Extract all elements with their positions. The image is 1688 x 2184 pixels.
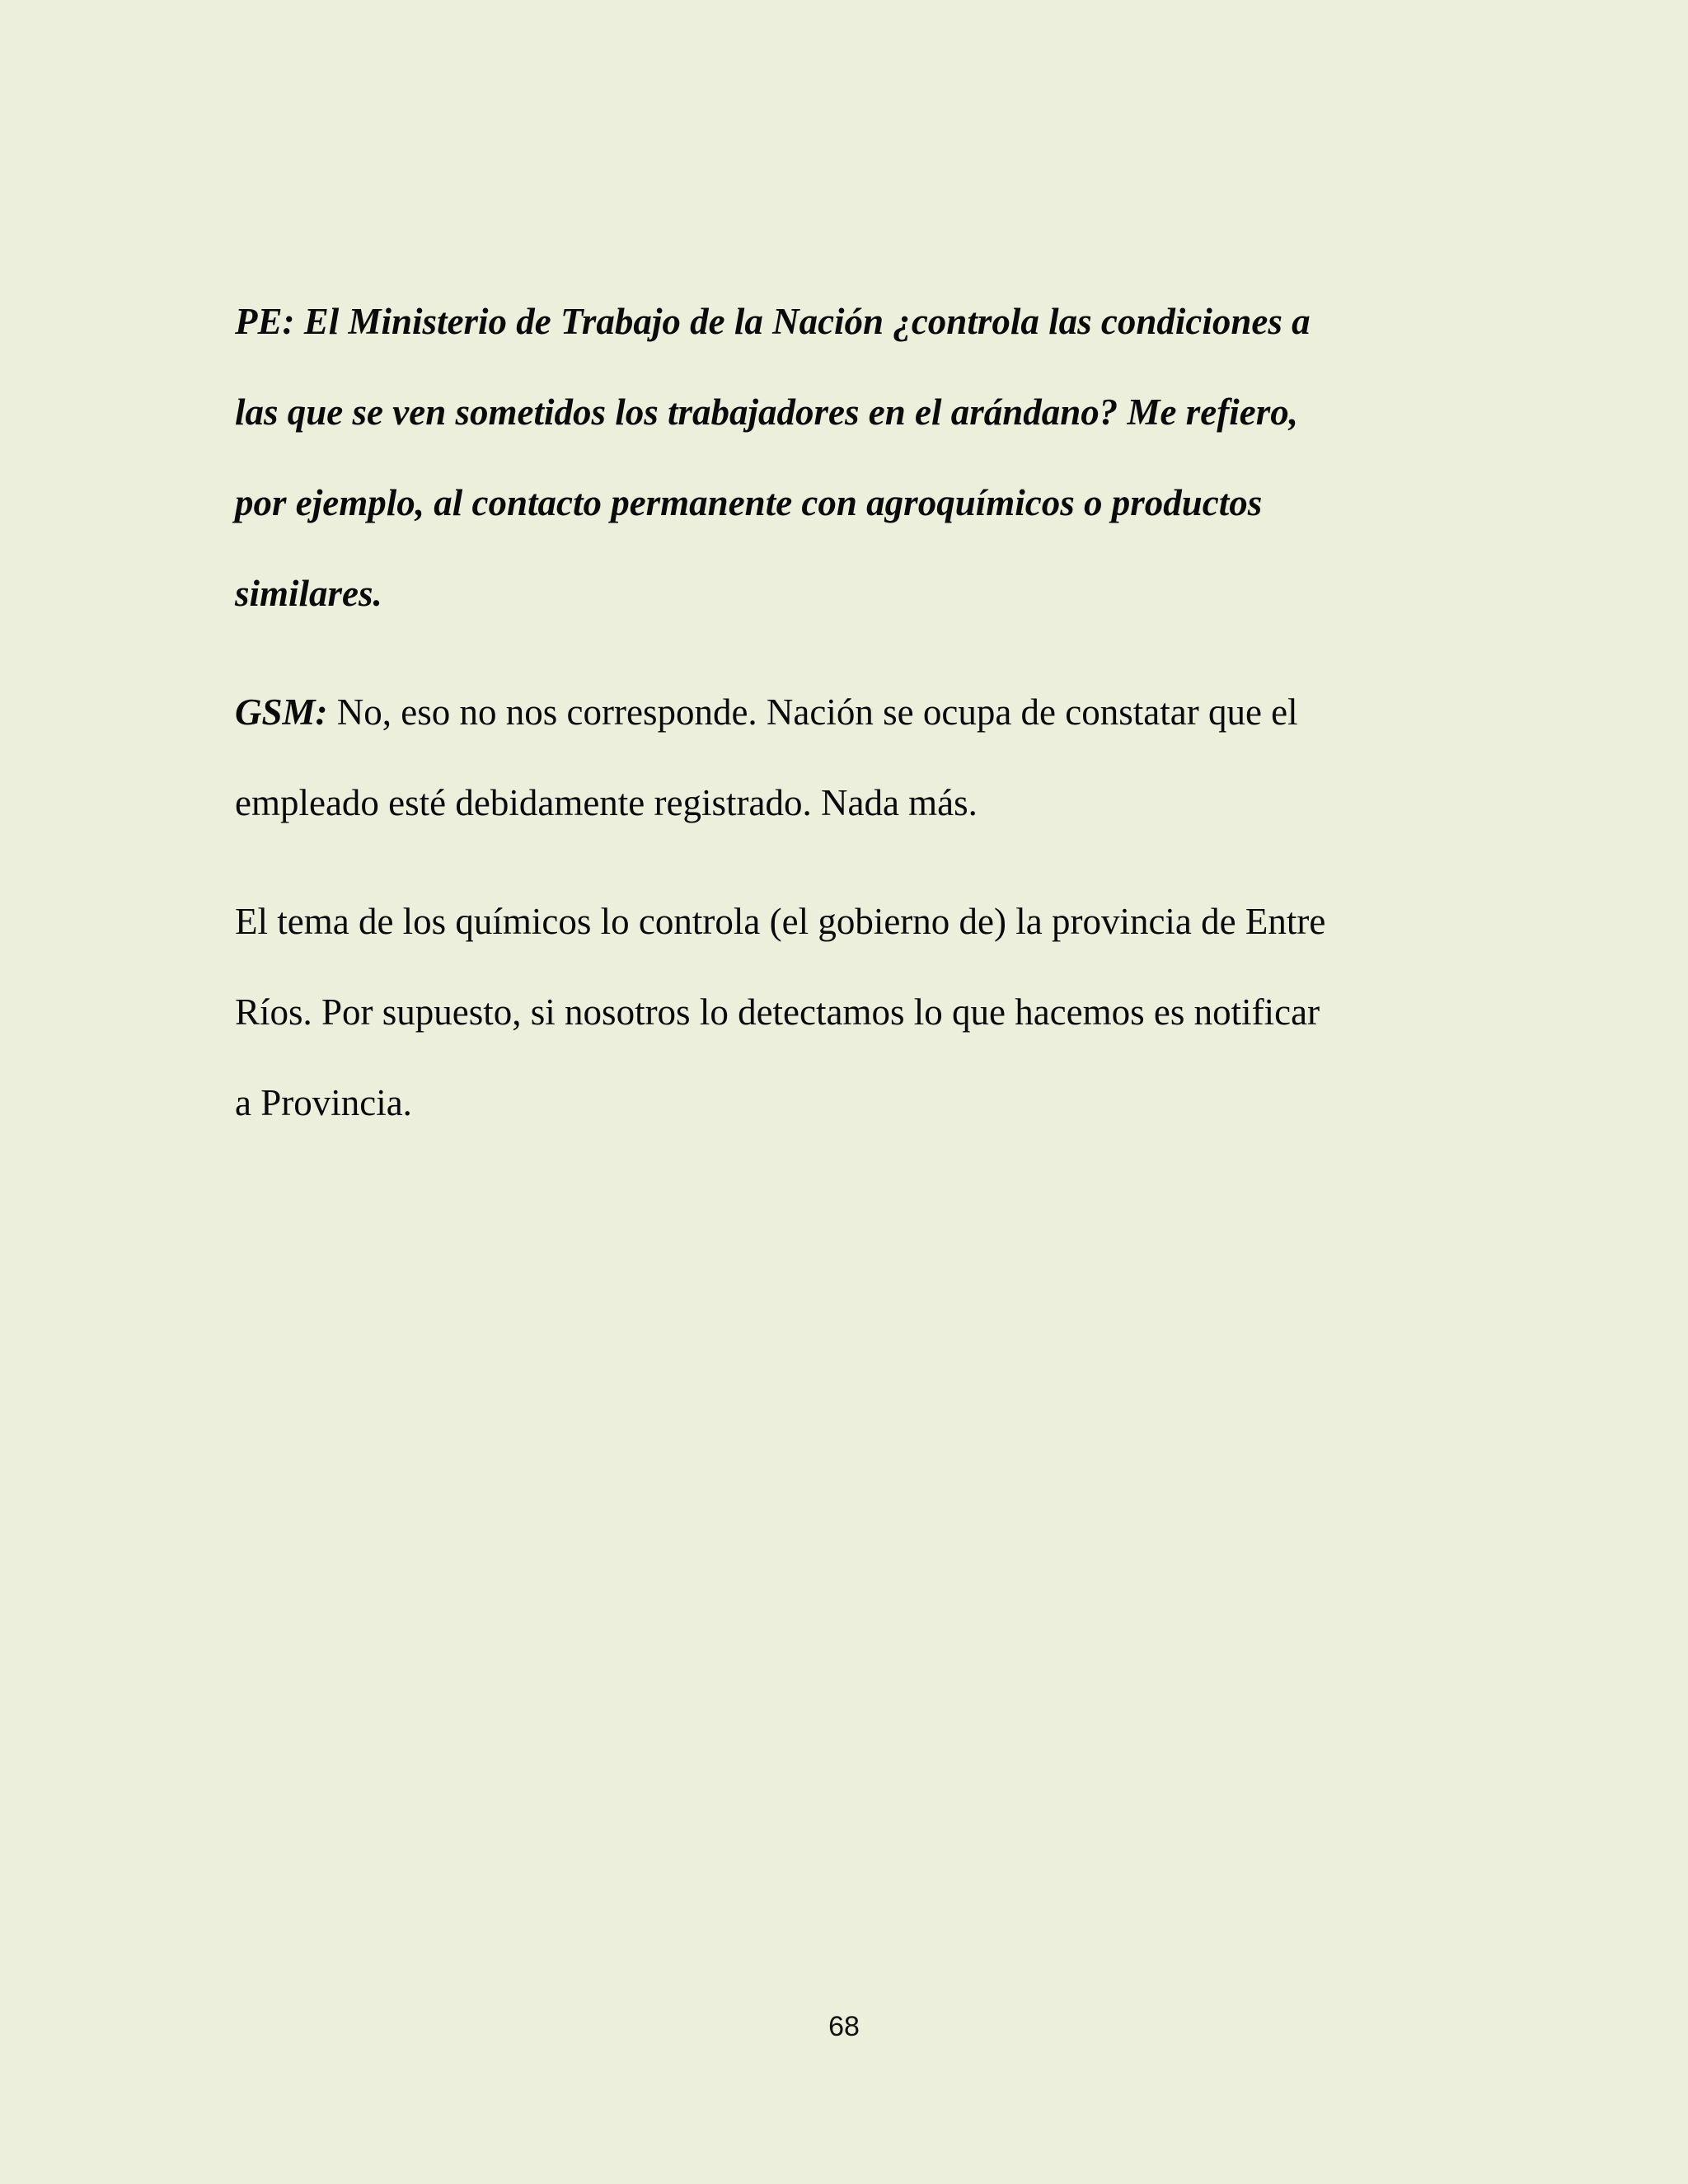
speaker-label: GSM: (235, 691, 328, 733)
answer-text: No, eso no nos corresponde. Nación se ocupa de constatar que el (327, 691, 1298, 733)
continuation-line: El tema de los químicos lo controla (el gobierno de) la provincia de Entre (235, 901, 1326, 942)
question-line: las que se ven sometidos los trabajadores en el arándano? Me refiero, (235, 391, 1298, 433)
answer-continuation (235, 876, 1455, 1148)
question-line: PE: El Ministerio de Trabajo de la Nación ¿controla las condiciones a (235, 301, 1311, 342)
question-line: por ejemplo, al contacto permanente con agroquímicos o productos (235, 482, 1263, 523)
continuation-line: a Provincia. (235, 1082, 412, 1123)
answer-line: empleado esté debidamente registrado. Nada más. (235, 782, 978, 823)
question-line: similares. (235, 573, 382, 614)
answer-line (235, 667, 1455, 757)
document-body (235, 276, 1455, 1148)
page-number: 68 (828, 2011, 860, 2042)
paragraph-spacer (235, 848, 1455, 876)
continuation-line: Ríos. Por supuesto, si nosotros lo detectamos lo que hacemos es notificar (235, 991, 1320, 1033)
paragraph-spacer (235, 639, 1455, 667)
interviewer-question (235, 276, 1455, 639)
respondent-answer (235, 667, 1455, 848)
